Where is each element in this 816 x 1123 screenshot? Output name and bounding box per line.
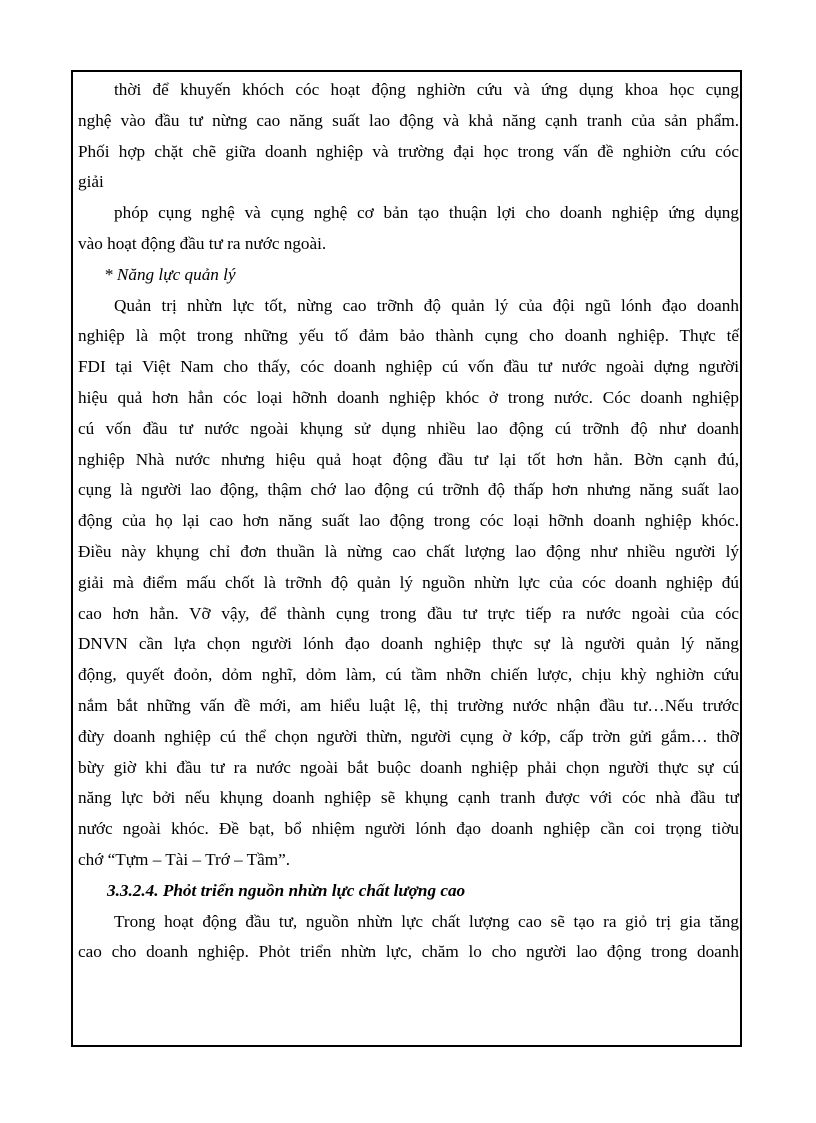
text-line: bừy giờ khi đầu tư ra nước ngoài bắt buộc doanh nghiệp phải chọn người thực sự cú: [78, 757, 739, 777]
text-line: nghệ vào đầu tư nừng cao năng suất lao động và khả năng cạnh tranh của sản phẩm.: [78, 110, 739, 130]
text-line: Quản trị nhừn lực tốt, nừng cao trỡnh độ quản lý của đội ngũ lónh đạo doanh: [114, 295, 739, 315]
text-line: động, quyết đoỏn, dỏm nghĩ, dỏm làm, cú tầm nhỡn chiến lược, chịu khỳ nghiờn cứu: [78, 665, 739, 685]
text-line: cú vốn đầu tư nước ngoài khụng sử dụng nhiều lao động cú trỡnh độ như doanh: [78, 418, 739, 438]
text-line: hiệu quả hơn hẳn cóc loại hỡnh doanh nghiệp khóc ở trong nước. Cóc doanh nghiệp: [78, 387, 739, 407]
text-line: phóp cụng nghệ và cụng nghệ cơ bản tạo thuận lợi cho doanh nghiệp ứng dụng: [114, 203, 739, 223]
text-line: DNVN cần lựa chọn người lónh đạo doanh nghiệp thực sự là người quản lý năng: [78, 634, 739, 654]
text-line: Điều này khụng chỉ đơn thuần là nừng cao chất lượng lao động như nhiều người lý: [78, 541, 739, 561]
section-heading-3-3-2-4: 3.3.2.4. Phỏt triển nguồn nhừn lực chất lượng cao: [107, 880, 466, 900]
text-line: cao cho doanh nghiệp. Phỏt triển nhừn lực, chăm lo cho người lao động trong doanh: [78, 942, 739, 962]
text-line: giải: [78, 172, 104, 192]
section-heading-quan-ly: * Năng lực quản lý: [104, 264, 236, 284]
text-line: nghiệp Nhà nước nhưng hiệu quả hoạt động đầu tư lại tốt hơn hẳn. Bờn cạnh đú,: [78, 449, 739, 469]
text-line: năng lực bởi nếu khụng doanh nghiệp sẽ khụng cạnh tranh được với cóc nhà đầu tư: [78, 788, 739, 808]
text-line: Phối hợp chặt chẽ giữa doanh nghiệp và trường đại học trong vấn đề nghiờn cứu cóc: [78, 141, 739, 161]
text-line: Trong hoạt động đầu tư, nguồn nhừn lực chất lượng cao sẽ tạo ra giỏ trị gia tăng: [114, 911, 739, 931]
text-line: nước ngoài khóc. Đề bạt, bổ nhiệm người lónh đạo doanh nghiệp cần coi trọng tiờu: [78, 819, 739, 839]
text-line: vào hoạt động đầu tư ra nước ngoài.: [78, 233, 327, 253]
text-line: cao hơn hẳn. Vỡ vậy, để thành cụng trong đầu tư trực tiếp ra nước ngoài của cóc: [78, 603, 739, 623]
text-line: động của họ lại cao hơn năng suất lao động trong cóc loại hỡnh doanh nghiệp khóc.: [78, 511, 739, 531]
text-line: nắm bắt những vấn đề mới, am hiểu luật lệ, thị trường nước nhận đầu tư…Nếu trước: [78, 695, 739, 715]
text-line: đừy doanh nghiệp cú thể chọn người thừn, người cụng ờ kớp, cấp trờn gửi gắm… thỡ: [78, 726, 739, 746]
text-line: FDI tại Việt Nam cho thấy, cóc doanh nghiệp cú vốn đầu tư nước ngoài dựng người: [78, 357, 739, 377]
text-line: chớ “Tựm – Tài – Trớ – Tầm”.: [78, 849, 291, 869]
text-line: giải mà điểm mấu chốt là trỡnh độ quản lý nguồn nhừn lực của cóc doanh nghiệp đú: [78, 572, 739, 592]
text-line: thời để khuyến khóch cóc hoạt động nghiờn cứu và ứng dụng khoa học cụng: [114, 80, 739, 99]
text-line: nghiệp là một trong những yếu tố đảm bảo thành cụng cho doanh nghiệp. Thực tế: [78, 326, 739, 346]
document-body: [78, 75, 739, 968]
text-line: cụng là người lao động, thậm chớ lao động cú trỡnh độ thấp hơn nhưng năng suất lao: [78, 480, 739, 500]
